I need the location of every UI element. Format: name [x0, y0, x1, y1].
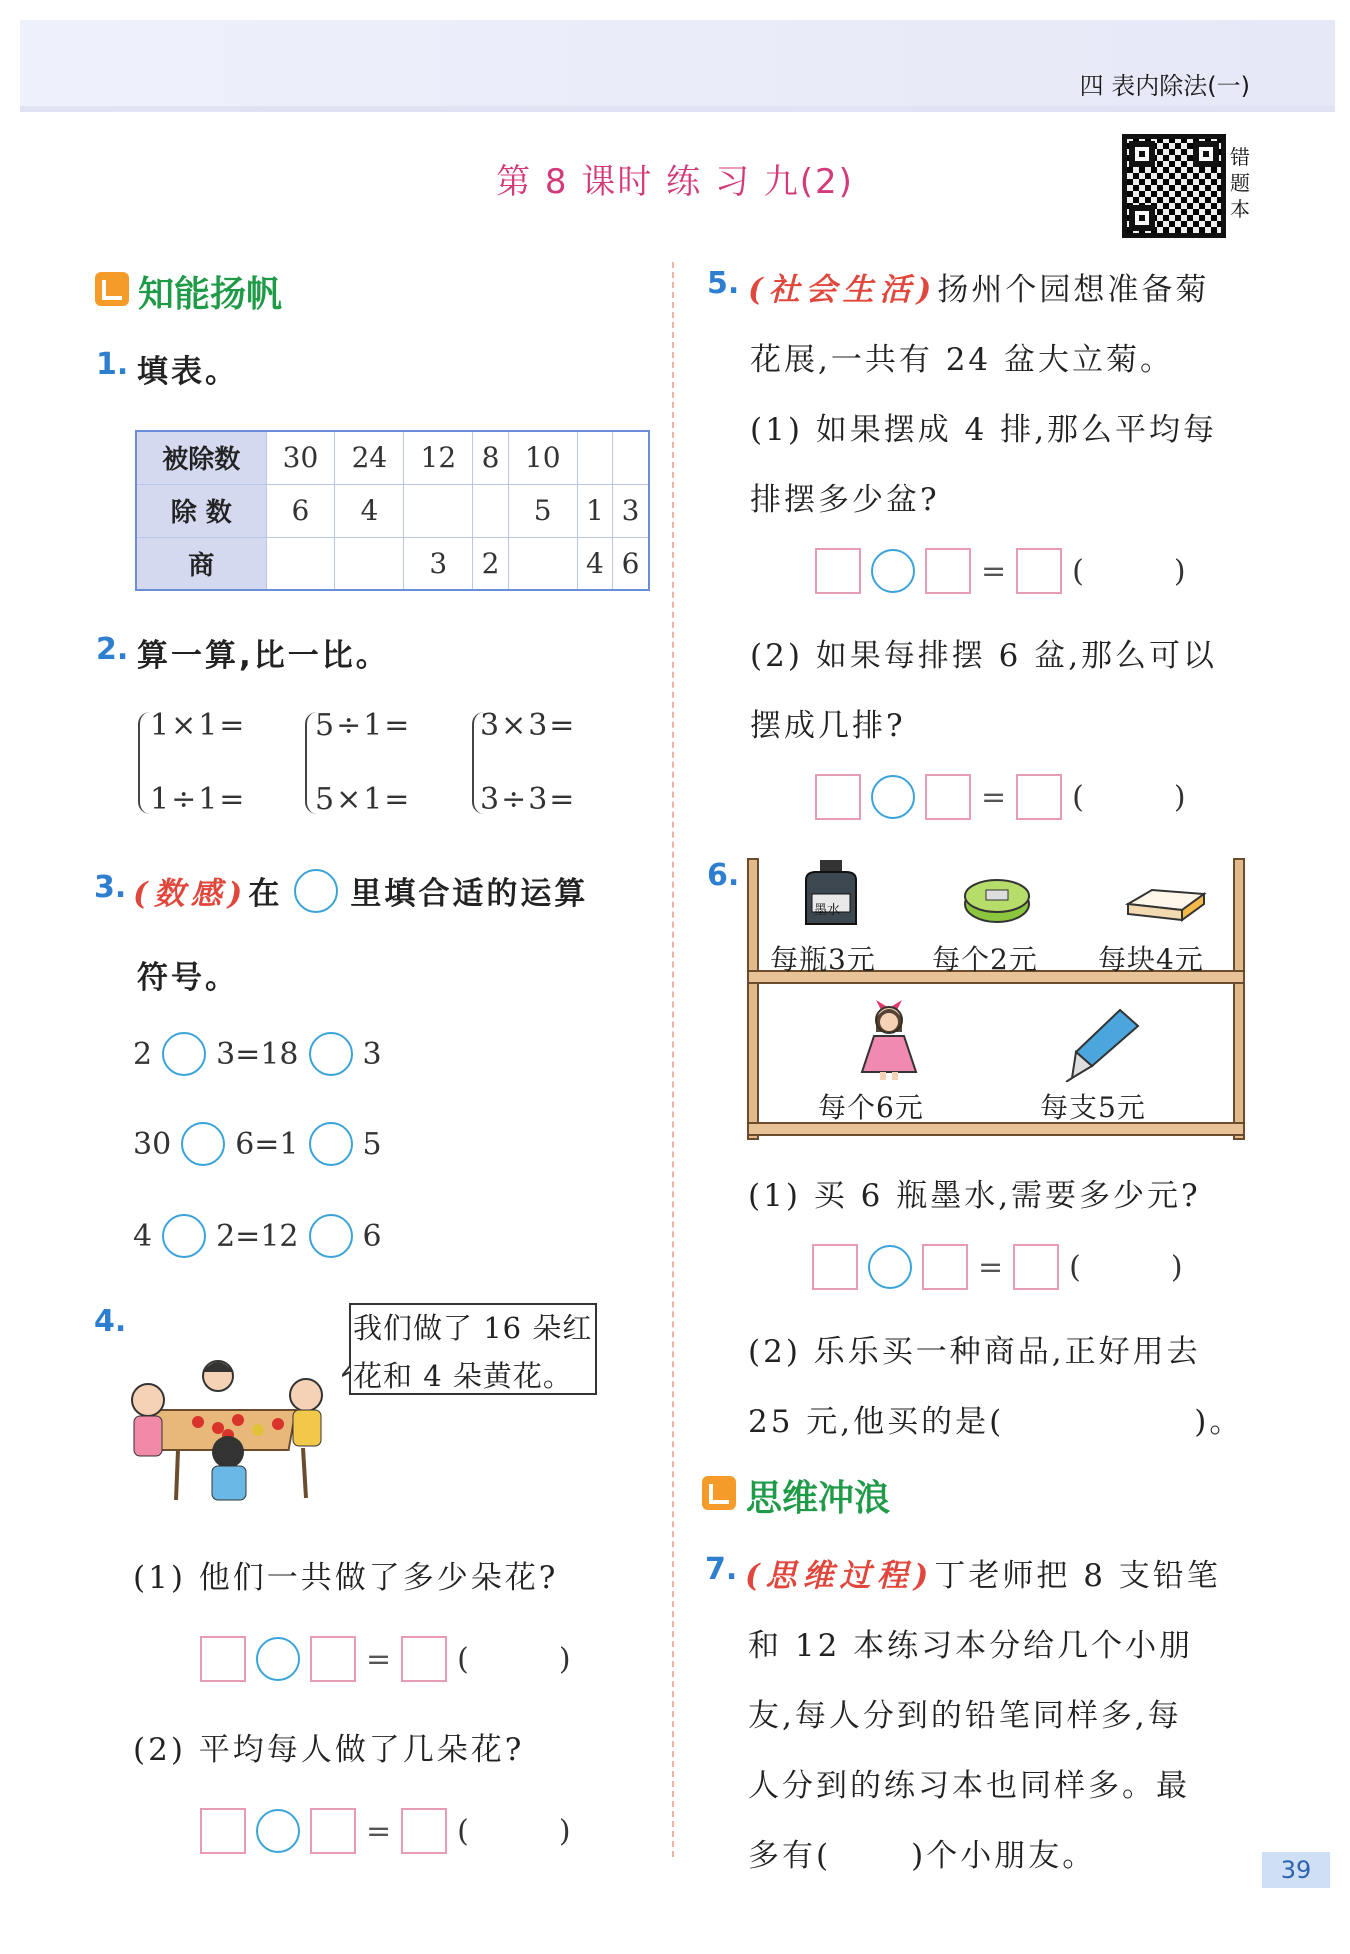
answer-box[interactable]	[310, 1636, 356, 1682]
q5-number: 5.	[707, 266, 740, 301]
q7-line3: 友,每人分到的铅笔同样多,每	[748, 1698, 1182, 1734]
operator-circle[interactable]	[256, 1809, 300, 1853]
q6-sub2c: )。	[1194, 1404, 1244, 1440]
pencil-sharpener-icon	[962, 874, 1032, 924]
answer-blank[interactable]	[1004, 1396, 1194, 1441]
doll-icon	[856, 996, 922, 1082]
answer-box[interactable]	[200, 1636, 246, 1682]
table-cell[interactable]: 6	[266, 484, 335, 537]
q7-number: 7.	[705, 1552, 738, 1587]
fountain-pen-icon	[1062, 1006, 1142, 1082]
q1-table	[135, 430, 650, 591]
unit-paren-open: (	[457, 1641, 469, 1677]
table-row	[136, 431, 649, 484]
unit-paren-close: )	[1173, 553, 1186, 589]
table-cell[interactable]	[508, 537, 577, 590]
answer-box[interactable]	[925, 774, 971, 820]
q5-sub1a: (1) 如果摆成 4 排,那么平均每	[750, 412, 1218, 448]
q5-sub2a: (2) 如果每排摆 6 盆,那么可以	[750, 638, 1218, 674]
qr-code-icon[interactable]	[1122, 134, 1226, 238]
speech-line-1: 我们做了 16 朵红	[353, 1311, 593, 1345]
answer-row	[200, 1636, 571, 1682]
q7-line5b: )个小朋友。	[911, 1838, 1097, 1874]
q2-equation: 5×1=	[315, 782, 412, 817]
operator-circle[interactable]	[162, 1214, 206, 1258]
q7-line5a: 多有(	[748, 1838, 832, 1874]
price-label: 每支5元	[1040, 1091, 1146, 1124]
table-cell[interactable]	[473, 484, 508, 537]
equals-sign: =	[981, 553, 1007, 589]
q3-operand: 3	[362, 1036, 382, 1072]
operator-circle[interactable]	[162, 1032, 206, 1076]
ink-label: 墨水	[814, 903, 841, 918]
shelf-post	[1233, 858, 1245, 1140]
q7-line1-text: 丁老师把 8 支铅笔	[934, 1558, 1221, 1594]
unit-paren-close: )	[558, 1641, 571, 1677]
q2-text: 算一算,比一比。	[137, 638, 390, 674]
answer-row	[815, 774, 1186, 820]
children-making-flowers-illustration	[128, 1340, 343, 1515]
q5-line2: 花展,一共有 24 盆大立菊。	[750, 342, 1175, 378]
equals-sign: =	[366, 1813, 392, 1849]
answer-box[interactable]	[200, 1808, 246, 1854]
equals-sign: =	[366, 1641, 392, 1677]
unit-paren-close: )	[558, 1813, 571, 1849]
q6-sub1: (1) 买 6 瓶墨水,需要多少元?	[748, 1178, 1201, 1214]
q5-sub1b: 排摆多少盆?	[750, 482, 940, 518]
equals-sign: =	[978, 1249, 1004, 1285]
answer-box[interactable]	[310, 1808, 356, 1854]
q3-line	[133, 1214, 382, 1258]
table-cell[interactable]: 30	[266, 431, 335, 484]
unit-paren-close: )	[1173, 779, 1186, 815]
unit-paren-open: (	[1069, 1249, 1081, 1285]
q2-equation: 1÷1=	[150, 782, 247, 817]
table-cell[interactable]	[577, 431, 612, 484]
page-number: 39	[1262, 1852, 1330, 1888]
row-header: 商	[136, 537, 266, 590]
row-header: 被除数	[136, 431, 266, 484]
section-wave-icon	[702, 1476, 736, 1510]
answer-row	[200, 1808, 571, 1854]
q3-operand: 6=1	[235, 1126, 299, 1162]
q4-sub2: (2) 平均每人做了几朵花?	[133, 1732, 525, 1768]
answer-box[interactable]	[401, 1808, 447, 1854]
table-cell[interactable]: 3	[613, 484, 649, 537]
table-cell[interactable]: 24	[335, 431, 404, 484]
operator-circle[interactable]	[868, 1245, 912, 1289]
q3-prompt	[133, 868, 588, 913]
q1-number: 1.	[96, 347, 129, 382]
table-cell[interactable]: 8	[473, 431, 508, 484]
answer-box[interactable]	[1016, 548, 1062, 594]
answer-box[interactable]	[812, 1244, 858, 1290]
answer-box[interactable]	[815, 548, 861, 594]
table-cell[interactable]: 6	[613, 537, 649, 590]
brace	[138, 712, 150, 814]
q3-text-c: 符号。	[137, 960, 239, 996]
q3-number: 3.	[94, 870, 127, 905]
operator-circle[interactable]	[256, 1637, 300, 1681]
q7-line2: 和 12 本练习本分给几个小朋	[748, 1628, 1194, 1664]
blank-circle	[294, 869, 338, 913]
qr-label: 错题本	[1230, 145, 1250, 221]
table-cell[interactable]: 3	[404, 537, 473, 590]
q4-sub1: (1) 他们一共做了多少朵花?	[133, 1560, 559, 1596]
price-label: 每个2元	[932, 943, 1038, 976]
table-cell[interactable]: 1	[577, 484, 612, 537]
q6-sub2b-line	[748, 1396, 1243, 1441]
q2-equation: 5÷1=	[315, 708, 412, 743]
table-cell[interactable]: 10	[508, 431, 577, 484]
q5-sub2b: 摆成几排?	[750, 708, 906, 744]
q1-text: 填表。	[137, 354, 239, 390]
q5-line1	[748, 264, 1209, 309]
unit-paren-open: (	[457, 1813, 469, 1849]
lesson-title: 第 8 课时 练 习 九(2)	[496, 162, 854, 202]
unit-paren-open: (	[1072, 779, 1084, 815]
operator-circle[interactable]	[309, 1032, 353, 1076]
table-row	[136, 537, 649, 590]
answer-row	[812, 1244, 1183, 1290]
q3-operand: 6	[362, 1218, 382, 1254]
q3-line	[133, 1122, 382, 1166]
operator-circle[interactable]	[871, 549, 915, 593]
speech-line-2: 花和 4 朵黄花。	[353, 1359, 573, 1393]
q3-operand: 2=12	[216, 1218, 299, 1254]
answer-box[interactable]	[401, 1636, 447, 1682]
q6-number: 6.	[707, 858, 740, 893]
q7-tag: (思维过程)	[745, 1558, 935, 1594]
chapter-label: 四 表内除法(一)	[1079, 72, 1250, 100]
q2-equation: 3×3=	[480, 708, 577, 743]
answer-box[interactable]	[1013, 1244, 1059, 1290]
operator-circle[interactable]	[309, 1122, 353, 1166]
answer-blank[interactable]	[831, 1830, 911, 1875]
answer-row	[815, 548, 1186, 594]
q3-operand: 3=18	[216, 1036, 299, 1072]
q2-equation: 3÷3=	[480, 782, 577, 817]
table-cell[interactable]	[266, 537, 335, 590]
table-cell[interactable]	[404, 484, 473, 537]
table-cell[interactable]: 12	[404, 431, 473, 484]
table-cell[interactable]	[335, 537, 404, 590]
column-divider	[672, 262, 674, 1857]
section-title-basic: 知能扬帆	[138, 274, 283, 315]
q6-sub2b: 25 元,他买的是(	[748, 1404, 1005, 1440]
q3-text-b: 里填合适的运算	[350, 876, 589, 912]
q3-operand: 2	[133, 1036, 153, 1072]
q7-line1	[745, 1550, 1221, 1595]
eraser-icon	[1124, 884, 1208, 924]
q3-operand: 4	[133, 1218, 153, 1254]
table-cell[interactable]	[613, 431, 649, 484]
q6-sub2a: (2) 乐乐买一种商品,正好用去	[748, 1334, 1201, 1370]
table-cell[interactable]: 2	[473, 537, 508, 590]
q2-equation: 1×1=	[150, 708, 247, 743]
q5-line1-text: 扬州个园想准备菊	[937, 272, 1210, 308]
q3-operand: 5	[362, 1126, 382, 1162]
table-cell[interactable]: 4	[577, 537, 612, 590]
equals-sign: =	[981, 779, 1007, 815]
operator-circle[interactable]	[871, 775, 915, 819]
table-cell[interactable]: 4	[335, 484, 404, 537]
q3-text-a: 在	[248, 876, 283, 912]
shelf-post	[747, 858, 759, 1140]
section-flag-icon	[95, 272, 129, 306]
answer-box[interactable]	[1016, 774, 1062, 820]
operator-circle[interactable]	[309, 1214, 353, 1258]
unit-paren-open: (	[1072, 553, 1084, 589]
q3-tag: (数感)	[133, 876, 249, 912]
table-row	[136, 484, 649, 537]
table-cell[interactable]: 5	[508, 484, 577, 537]
price-label: 每个6元	[818, 1091, 924, 1124]
price-label: 每瓶3元	[770, 943, 876, 976]
q7-line5	[748, 1830, 1096, 1875]
unit-paren-close: )	[1170, 1249, 1183, 1285]
q5-tag: (社会生活)	[748, 272, 938, 308]
q3-line	[133, 1032, 382, 1076]
q7-line4: 人分到的练习本也同样多。最	[748, 1768, 1190, 1804]
q3-operand: 30	[133, 1126, 172, 1162]
q2-number: 2.	[96, 632, 129, 667]
price-label: 每块4元	[1098, 943, 1204, 976]
answer-box[interactable]	[922, 1244, 968, 1290]
row-header: 除 数	[136, 484, 266, 537]
answer-box[interactable]	[925, 548, 971, 594]
q4-number: 4.	[94, 1304, 127, 1339]
answer-box[interactable]	[815, 774, 861, 820]
section-title-thinking: 思维冲浪	[746, 1478, 891, 1519]
operator-circle[interactable]	[181, 1122, 225, 1166]
